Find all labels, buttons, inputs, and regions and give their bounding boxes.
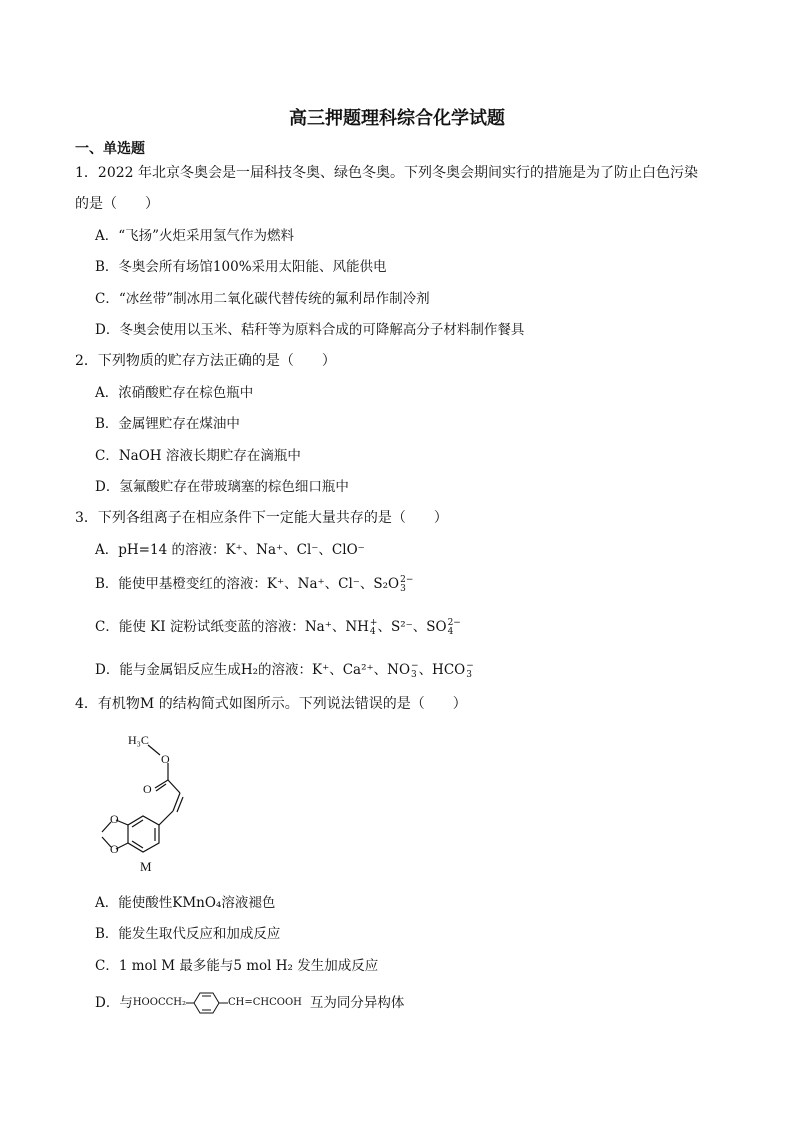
- structure-diagram-m: [80, 725, 220, 880]
- q4-option-d-left-group: HOOCCH₂: [132, 997, 186, 1008]
- q1-option-d: D．冬奥会使用以玉米、秸秆等为原料合成的可降解高分子材料制作餐具: [95, 322, 525, 338]
- structure-bonds: [102, 745, 183, 852]
- q3-option-a: A．pH=14 的溶液：K⁺、Na⁺、Cl⁻、ClO⁻: [95, 542, 365, 558]
- q1-option-c: C．“冰丝带”制冰用二氧化碳代替传统的氟利昂作制冷剂: [95, 291, 430, 307]
- charge-sub: 4: [369, 626, 376, 637]
- q1-option-a: A．“飞扬”火炬采用氢气作为燃料: [95, 228, 295, 244]
- q4-option-d-suffix: 互为同分异构体: [309, 995, 405, 1011]
- q2-option-c: C．NaOH 溶液长期贮存在滴瓶中: [95, 448, 301, 464]
- charge-sub: 3: [466, 669, 472, 680]
- charge-sub: 4: [447, 626, 454, 637]
- q3-stem: 3．下列各组离子在相应条件下一定能大量共存的是（ ）: [75, 510, 448, 526]
- label-m: M: [140, 859, 152, 874]
- q3-option-b: [95, 574, 413, 594]
- page-title: 高三押题理科综合化学试题: [289, 108, 505, 129]
- label-h3c: H₃C: [128, 733, 149, 747]
- charge-sub: 3: [411, 669, 417, 680]
- q4-option-b: B．能发生取代反应和加成反应: [95, 926, 281, 942]
- benzene-ring-icon: [186, 990, 228, 1016]
- q3-option-d: [95, 660, 474, 680]
- q3-option-d-no3-charge: [411, 662, 419, 680]
- q3-option-d-text: D．能与金属铝反应生成H₂的溶液：K⁺、Ca²⁺、NO: [95, 662, 411, 678]
- q2-option-b: B．金属锂贮存在煤油中: [95, 416, 240, 432]
- q3-option-d-mid: 、HCO: [418, 662, 466, 678]
- q4-option-d: [95, 990, 404, 1016]
- q2-option-d: D．氢氟酸贮存在带玻璃塞的棕色细口瓶中: [95, 479, 349, 495]
- charge-sup: −: [466, 660, 474, 671]
- q4-option-d-right-group: CH=CHCOOH: [227, 997, 302, 1008]
- charge-sup: −: [411, 660, 419, 671]
- q2-stem: 2．下列物质的贮存方法正确的是（ ）: [75, 353, 336, 369]
- q3-option-c: [95, 617, 461, 637]
- label-o-carbonyl: O: [143, 782, 152, 796]
- q3-option-c-so4-charge: [448, 619, 461, 637]
- charge-sub: 3: [400, 583, 406, 594]
- q4-option-a: A．能使酸性KMnO₄溶液褪色: [95, 895, 276, 911]
- q3-option-c-text: C．能使 KI 淀粉试纸变蓝的溶液：Na⁺、NH: [95, 619, 369, 635]
- charge-sup: 2−: [400, 574, 414, 585]
- charge-sup: +: [369, 617, 378, 628]
- label-o-ester: O: [161, 752, 170, 766]
- q2-option-a: A．浓硝酸贮存在棕色瓶中: [95, 385, 254, 401]
- q1-stem-line1: 1．2022 年北京冬奥会是一届科技冬奥、绿色冬奥。下列冬奥会期间实行的措施是为了防止白色污染: [75, 165, 698, 181]
- q1-option-b: B．冬奥会所有场馆100%采用太阳能、风能供电: [95, 259, 387, 275]
- q4-option-c: C．1 mol M 最多能与5 mol H₂ 发生加成反应: [95, 958, 379, 974]
- q3-option-d-hco3-charge: [466, 662, 474, 680]
- q1-stem-line2: 的是（ ）: [75, 196, 159, 212]
- q3-option-b-charge: [400, 576, 413, 594]
- label-o-ring1: O: [110, 812, 119, 826]
- charge-sup: 2−: [447, 617, 461, 628]
- label-o-ring2: O: [110, 842, 119, 856]
- q4-stem: 4．有机物M 的结构简式如图所示。下列说法错误的是（ ）: [75, 696, 467, 712]
- q4-option-d-prefix: D．与: [95, 995, 133, 1011]
- q3-option-b-text: B．能使甲基橙变红的溶液：K⁺、Na⁺、Cl⁻、S₂O: [95, 576, 400, 592]
- section-heading: 一、单选题: [75, 141, 145, 157]
- q3-option-c-mid: 、S²⁻、SO: [377, 619, 447, 635]
